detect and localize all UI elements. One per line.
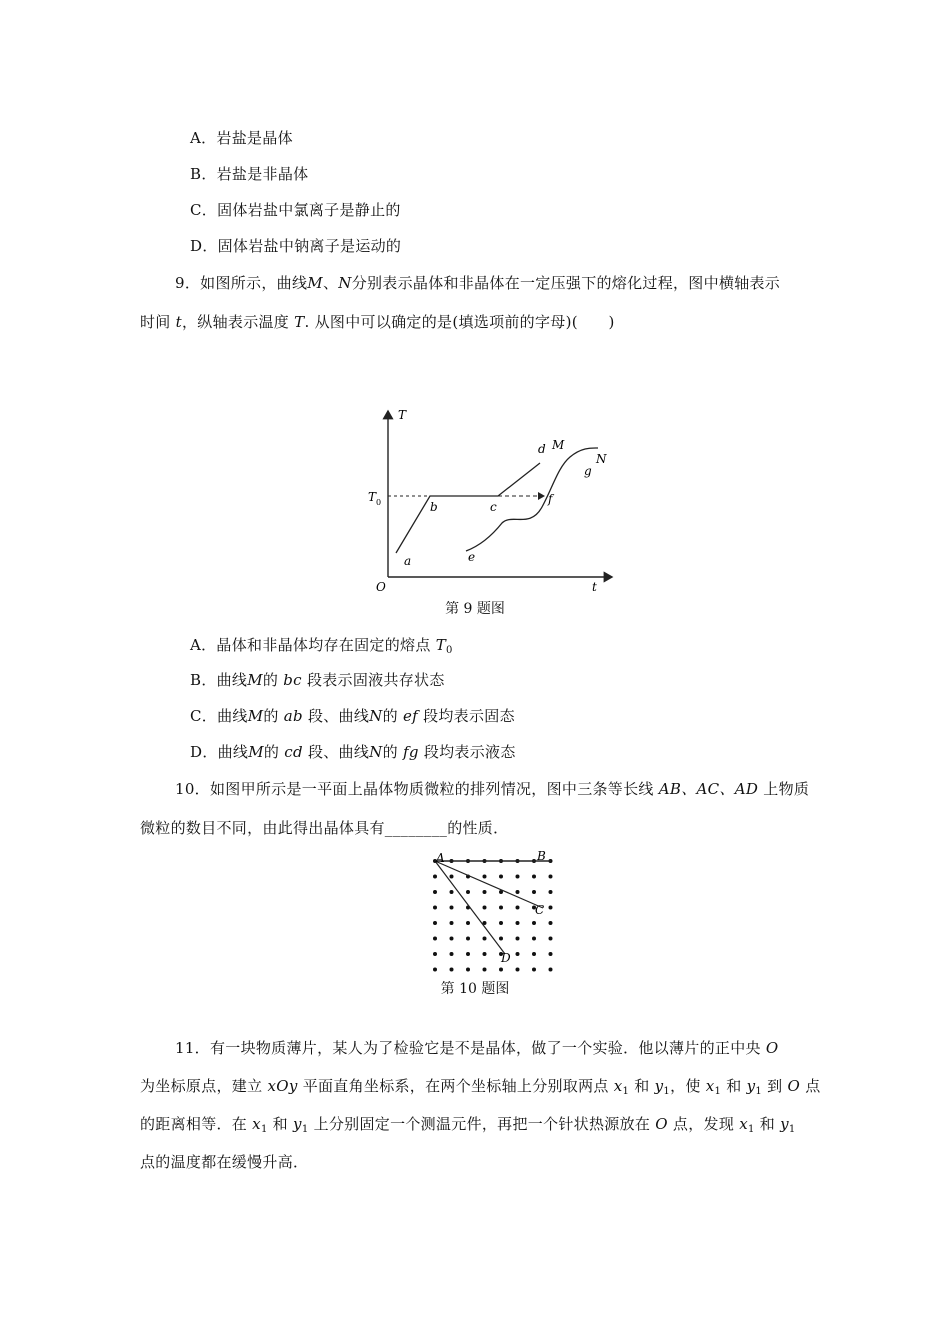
line-ad — [435, 861, 505, 954]
lattice-dot — [450, 906, 454, 910]
lattice-dot — [433, 968, 437, 972]
lattice-dot — [450, 875, 454, 879]
lattice-dot — [433, 952, 437, 956]
q9-stem-line1: 9．如图所示，曲线M、N分别表示晶体和非晶体在一定压强下的熔化过程，图中横轴表示 — [175, 274, 781, 292]
lattice-dot — [532, 890, 536, 894]
lattice-dot — [499, 968, 503, 972]
label-n: N — [596, 452, 607, 466]
lattice-dot — [483, 875, 487, 879]
lattice-dot — [450, 921, 454, 925]
lattice-dot — [466, 937, 470, 941]
lattice-dot — [516, 937, 520, 941]
q11-line3: 的距离相等．在 $x_1$ 和 $y_1$ 上分别固定一个测温元件，再把一个针状热源放在 O 点，发现 $x_1$ 和 $y_1$ — [140, 1115, 796, 1135]
lattice-dot — [549, 968, 553, 972]
q9-option-d: D．曲线M的 cd 段、曲线N的 fg 段均表示液态 — [190, 743, 516, 761]
lattice-dot — [516, 875, 520, 879]
lattice-dot — [516, 890, 520, 894]
lattice-dot — [499, 875, 503, 879]
label-a: a — [404, 554, 412, 568]
lattice-dot — [516, 921, 520, 925]
lattice-dot — [466, 921, 470, 925]
lattice-dot — [532, 968, 536, 972]
t0-sub-label: 0 — [376, 498, 382, 507]
lattice-dot — [483, 906, 487, 910]
q11-line1: 11．有一块物质薄片，某人为了检验它是不是晶体，做了一个实验．他以薄片的正中央 O — [175, 1039, 779, 1057]
lattice-dot — [516, 906, 520, 910]
t0-label: T — [368, 490, 377, 504]
label-b: B — [537, 849, 546, 863]
lattice-dot — [433, 921, 437, 925]
lattice-dot — [499, 937, 503, 941]
q11-line2: 为坐标原点，建立 xOy 平面直角坐标系，在两个坐标轴上分别取两点 $x_1$ 和 $y_1$，使 $x_1$ 和 $y_1$ 到 O 点 — [140, 1077, 821, 1097]
lattice-dot — [532, 875, 536, 879]
q10-stem-line1: 10．如图甲所示是一平面上晶体物质微粒的排列情况，图中三条等长线 AB、AC、AD 上物质 — [175, 780, 810, 798]
q9-figure — [360, 405, 620, 600]
q9-option-c: C．曲线M的 ab 段、曲线N的 ef 段均表示固态 — [190, 707, 515, 725]
lattice-dot — [483, 890, 487, 894]
lattice-dot — [549, 921, 553, 925]
label-g: g — [584, 464, 592, 478]
lattice-dot — [549, 952, 553, 956]
lattice-dot — [549, 875, 553, 879]
label-f: f — [548, 492, 553, 506]
q8-option-a: A．岩盐是晶体 — [190, 129, 293, 147]
y-axis-label: T — [398, 408, 407, 422]
lattice-dot — [516, 952, 520, 956]
lattice-dot — [549, 906, 553, 910]
lattice-dot — [499, 921, 503, 925]
q10-stem-line2: 微粒的数目不同，由此得出晶体具有________的性质． — [140, 819, 509, 837]
label-c: C — [535, 903, 545, 917]
label-m: M — [552, 438, 565, 452]
origin-label: O — [376, 580, 386, 594]
curve-m — [396, 463, 540, 553]
label-a: A — [436, 851, 445, 865]
lattice-dot — [450, 890, 454, 894]
lattice-dot — [532, 952, 536, 956]
q8-option-b: B．岩盐是非晶体 — [190, 165, 309, 183]
lattice-dot — [499, 906, 503, 910]
x-axis-label: t — [592, 580, 597, 594]
lattice-dot — [433, 906, 437, 910]
q9-option-b: B．曲线M的 bc 段表示固液共存状态 — [190, 671, 445, 689]
lattice-dot — [466, 890, 470, 894]
lattice-dot — [532, 937, 536, 941]
label-d: D — [501, 951, 511, 965]
label-e: e — [468, 550, 476, 564]
label-b: b — [430, 500, 438, 514]
lattice-dot — [516, 968, 520, 972]
lattice-dot — [450, 968, 454, 972]
label-d: d — [538, 442, 546, 456]
lattice-dot — [483, 952, 487, 956]
q9-stem-line2: 时间 t，纵轴表示温度 T. 从图中可以确定的是(填选项前的字母)( ) — [140, 313, 615, 331]
q9-caption: 第 9 题图 — [445, 601, 505, 617]
q10-figure — [425, 848, 560, 974]
lattice-dot — [433, 890, 437, 894]
q11-line4: 点的温度都在缓慢升高． — [140, 1153, 309, 1171]
line-ac — [435, 861, 543, 908]
lattice-dot — [433, 937, 437, 941]
lattice-dot — [549, 890, 553, 894]
lattice-dot — [483, 937, 487, 941]
q8-option-d: D．固体岩盐中钠离子是运动的 — [190, 237, 402, 255]
curve-n — [466, 448, 598, 551]
lattice-dot — [483, 968, 487, 972]
label-c: c — [490, 500, 497, 514]
q8-option-c: C．固体岩盐中氯离子是静止的 — [190, 201, 401, 219]
q9-option-a: A．晶体和非晶体均存在固定的熔点 $T_0$ — [190, 636, 453, 656]
lattice-dot — [433, 875, 437, 879]
lattice-dot — [450, 937, 454, 941]
lattice-dot — [532, 921, 536, 925]
lattice-dot — [450, 952, 454, 956]
lattice-dot — [466, 968, 470, 972]
lattice-dot — [549, 937, 553, 941]
q10-caption: 第 10 题图 — [440, 981, 510, 997]
lattice-dot — [466, 952, 470, 956]
